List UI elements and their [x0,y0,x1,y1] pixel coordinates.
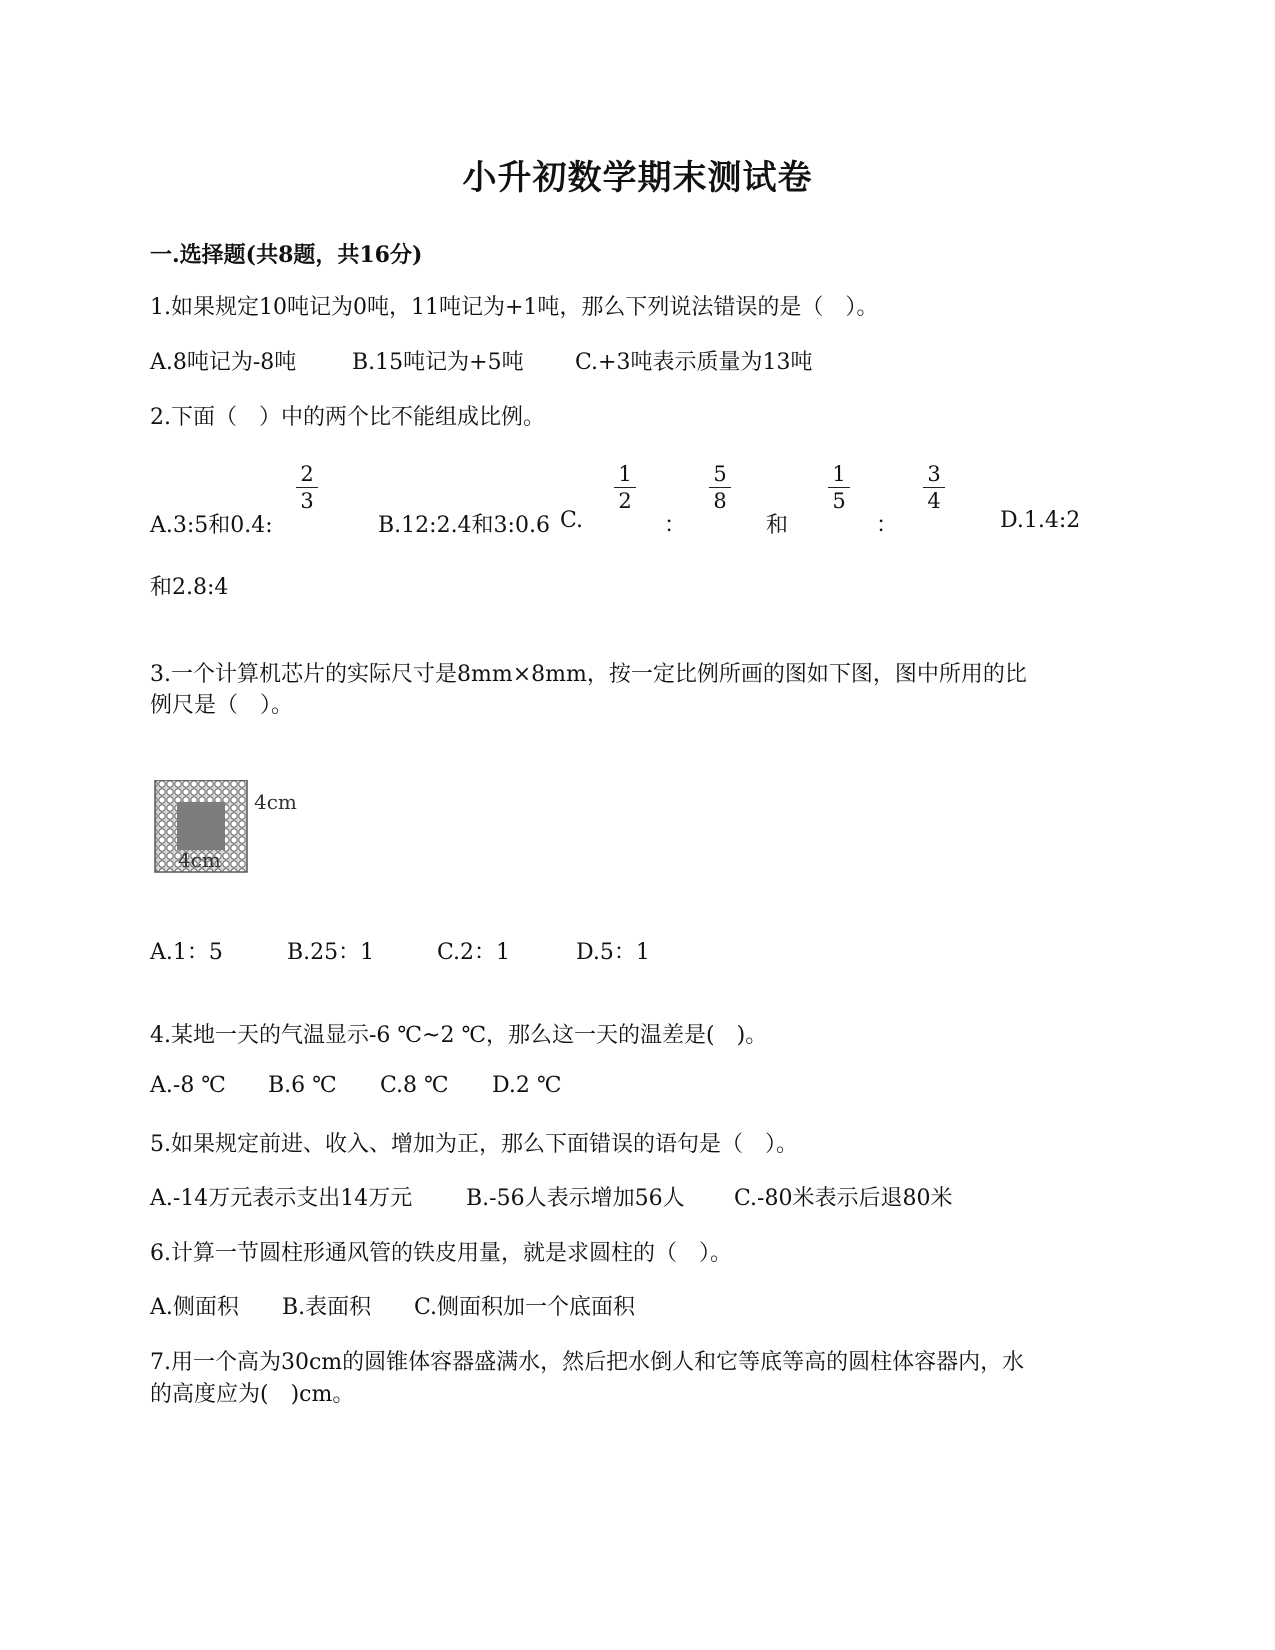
q1-option-a: A.8吨记为-8吨 [150,350,297,375]
chip-figure [150,780,320,910]
q4-option-b: B.6 ℃ [268,1073,337,1098]
fraction-2-3: 2 3 [294,462,320,513]
ratio-colon: ： [664,513,687,538]
figure-side-label: 4cm [254,790,297,814]
ratio-colon: ： [876,513,899,538]
q3-option-a: A.1：5 [150,940,223,965]
page-title: 小升初数学期末测试卷 [462,158,813,198]
q3-option-b: B.25：1 [287,940,375,965]
q3-option-c: C.2：1 [437,940,511,965]
q5-option-a: A.-14万元表示支出14万元 [150,1186,413,1211]
question-3-stem-line2: 例尺是（ ）。 [150,693,294,718]
q4-option-a: A.-8 ℃ [150,1073,226,1098]
question-6-stem: 6.计算一节圆柱形通风管的铁皮用量，就是求圆柱的（ ）。 [150,1241,732,1266]
and-word: 和 [766,513,789,538]
q6-option-b: B.表面积 [282,1295,372,1320]
q1-option-b: B.15吨记为+5吨 [352,350,524,375]
q5-option-c: C.-80米表示后退80米 [734,1186,953,1211]
q3-option-d: D.5：1 [576,940,650,965]
figure-bottom-label: 4cm [178,848,221,872]
q2-option-c: C. [560,508,584,533]
question-7-stem-line1: 7.用一个高为30cm的圆锥体容器盛满水，然后把水倒人和它等底等高的圆柱体容器内，水 [150,1350,1025,1375]
fraction-5-8: 5 8 [707,462,733,513]
question-4-stem: 4.某地一天的气温显示-6 ℃~2 ℃，那么这一天的温差是( )。 [150,1023,768,1048]
q4-option-c: C.8 ℃ [380,1073,449,1098]
section-heading: 一.选择题(共8题，共16分) [150,242,423,268]
q2-option-d: D.1.4:2 [1000,508,1081,533]
question-1-stem: 1.如果规定10吨记为0吨，11吨记为+1吨，那么下列说法错误的是（ ）。 [150,295,879,320]
q2-option-b: B.12:2.4和3:0.6 [378,513,550,538]
q1-option-c: C.+3吨表示质量为13吨 [575,350,813,375]
q6-option-a: A.侧面积 [150,1295,239,1320]
question-5-stem: 5.如果规定前进、收入、增加为正，那么下面错误的语句是（ ）。 [150,1132,798,1157]
question-3-stem-line1: 3.一个计算机芯片的实际尺寸是8mm×8mm，按一定比例所画的图如下图，图中所用的比 [150,662,1027,687]
q2-option-a: A.3:5和0.4: [150,513,273,538]
fraction-3-4: 3 4 [921,462,947,513]
fraction-1-5: 1 5 [826,462,852,513]
question-2-stem: 2.下面（ ）中的两个比不能组成比例。 [150,405,545,430]
question-7-stem-line2: 的高度应为( )cm。 [150,1382,355,1407]
q2-option-d-continued: 和2.8:4 [150,575,229,600]
fraction-1-2: 1 2 [612,462,638,513]
q5-option-b: B.-56人表示增加56人 [466,1186,685,1211]
q4-option-d: D.2 ℃ [492,1073,562,1098]
q6-option-c: C.侧面积加一个底面积 [414,1295,636,1320]
